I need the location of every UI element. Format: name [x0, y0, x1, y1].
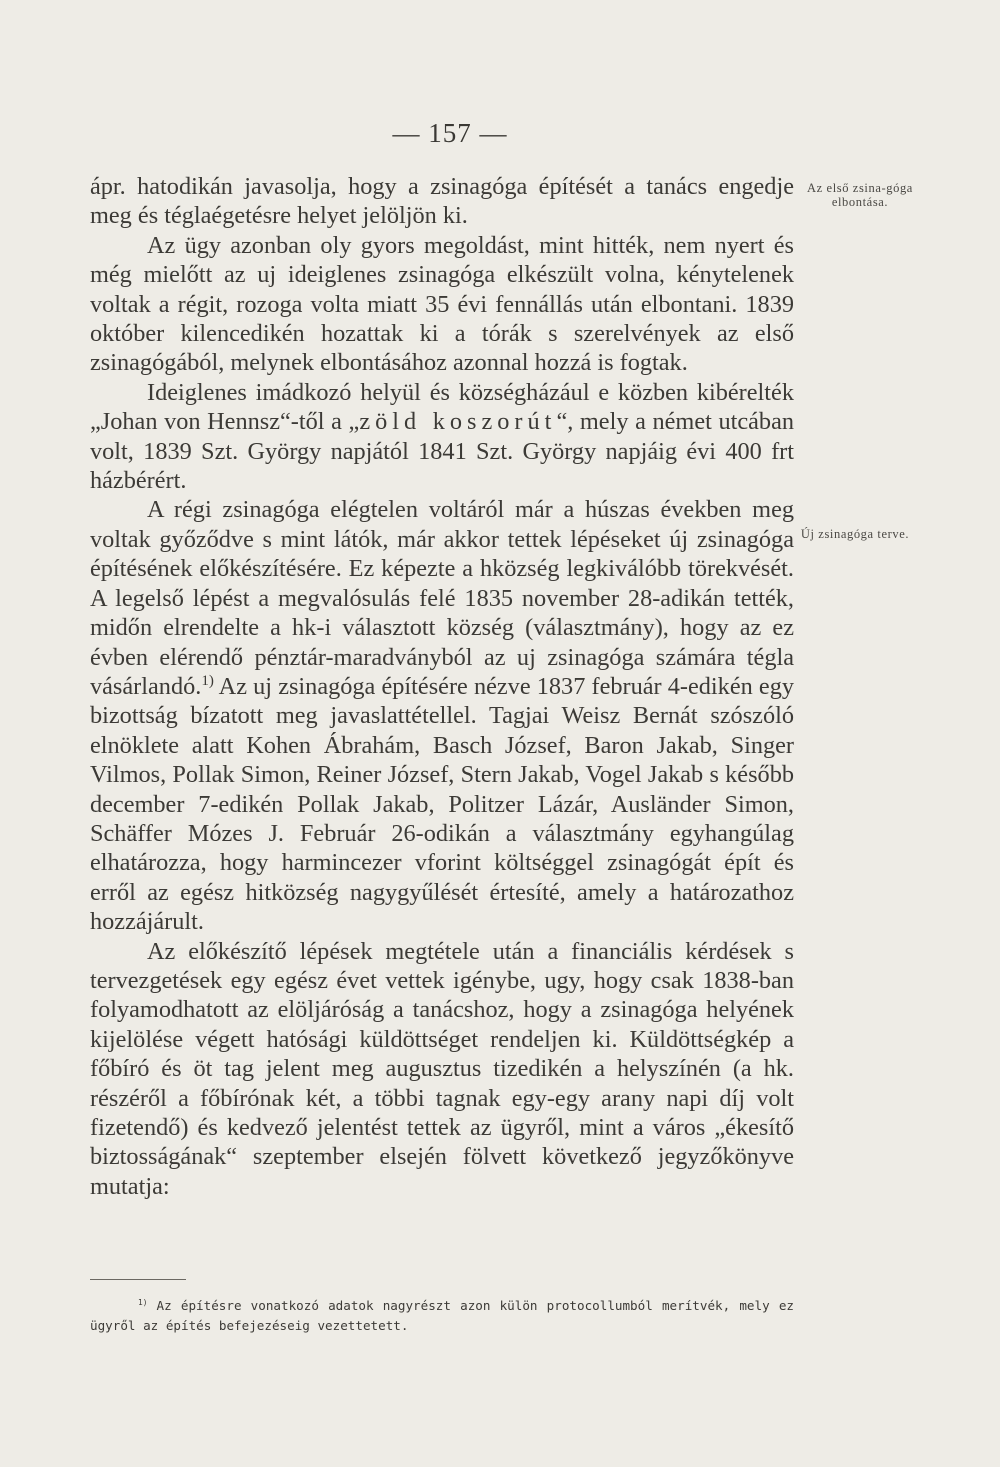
- footnote-reference: 1): [201, 672, 214, 689]
- paragraph-text: A régi zsinagóga elégtelen voltáról már a húszas években meg voltak győződve s mint látók, már akkor tettek lépéseket új zsinagóga építésének előkészítésére. Ez képezte a hközség legkiválóbb törekvését. A legelső lépést a megvalósulás felé 1835 november 28-adikán tették, midőn elrendelte a hk-i választott község (választmány), hogy az ez évben elérendő pénztár-maradványból az uj zsinagóga számára tégla vásárlandó.: [90, 496, 794, 700]
- margin-note: Új zsinagóga terve.: [800, 527, 910, 541]
- margin-note: Az első zsina-góga elbontása.: [807, 181, 913, 209]
- footnote-body: [90, 1296, 794, 1335]
- page-number: — 157 —: [392, 118, 508, 148]
- paragraph-text: “, mely a német utcában volt, 1839 Szt. György napjától 1841 Szt. György napjáig évi 400 frt házbérért.: [90, 408, 795, 495]
- footnote-text: Az építésre vonatkozó adatok nagyrészt azon külön protocollumból merítvék, mely ez ügyről az építés befejezéseig vezettetett.: [90, 1298, 794, 1333]
- paragraph-text: Az uj zsinagóga építésére nézve 1837 február 4-edikén egy bizottság bízatott meg javaslattétellel. Tagjai Weisz Bernát szószóló elnöklete alatt Kohen Ábrahám, Basch József, Baron Jakab, Singer Vilmos, Pollak Simon, Reiner József, Stern Jakab, Vogel Jakab s később december 7-edikén Pollak Jakab, Politzer Lázár, Ausländer Simon, Schäffer Mózes J. Február 26-odikán a választmány egyhangúlag elhatározza, hogy harmincezer vforint költséggel zsinagógát épít és erről az egész hitközség nagygyűlését értesíté, amely a határozathoz hozzájárult.: [90, 672, 794, 936]
- paragraph: Az előkészítő lépések megtétele után a financiális kérdések s tervezgetések egy egész évet vettek igénybe, ugy, hogy csak 1838-ban folyamodhatott az elöljáróság a tanácshoz, hogy a zsinagóga helyének kijelölése végett hatósági küldöttséget rendeljen ki. Küldöttségkép a főbíró és öt tag jelent meg augusztus tizedikén a helyszínén (a hk. részéről a főbírónak két, a többi tagnak egy-egy arany napi díj volt fizetendő) és kedvező jelentést tettek az ügyről, mint a város „ékesítő biztosságának“ szeptember elsején fölvett következő jegyzőkönyve mutatja:: [90, 937, 794, 1200]
- paragraph: ápr. hatodikán javasolja, hogy a zsinagóga építését a tanács engedje meg és téglaégetésre helyet jelöljön ki.: [90, 173, 794, 230]
- main-text: [90, 172, 794, 1201]
- footnote-marker: 1): [138, 1297, 148, 1307]
- spaced-emphasis-text: zöld koszorút: [359, 408, 557, 436]
- footnote: [90, 1296, 794, 1335]
- paragraph: [90, 495, 794, 936]
- footnote-divider: [90, 1279, 186, 1280]
- paragraph: [90, 378, 794, 496]
- paragraph: Az ügy azonban oly gyors megoldást, mint hitték, nem nyert és még mielőtt az uj ideiglenes zsinagóga elkészült volna, kénytelenek voltak a régit, rozoga volta miatt 35 évi fennállás után elbontani. 1839 október kilencedikén hozattak ki a tórák s szerelvények az első zsinagógából, melynek elbontásához azonnal hozzá is fogtak.: [90, 231, 794, 377]
- paragraph-text: Ideiglenes imádkozó helyül és községházául e közben kibérelték „Johan von Hennsz“-től a „: [90, 378, 794, 436]
